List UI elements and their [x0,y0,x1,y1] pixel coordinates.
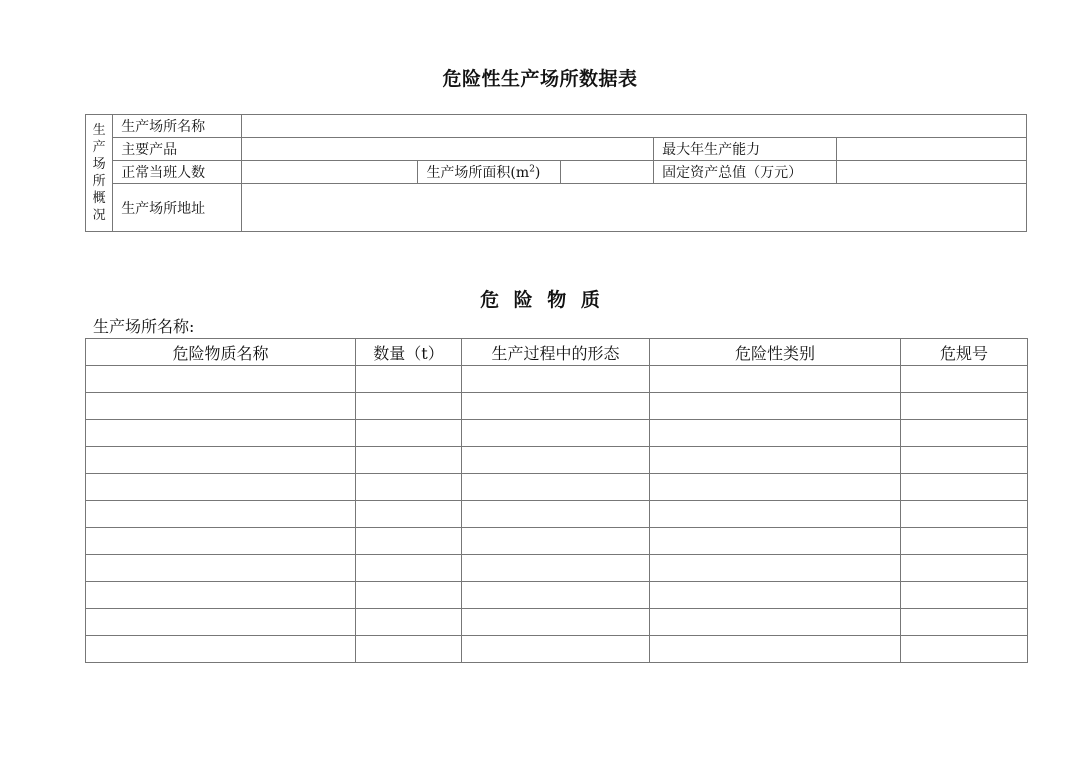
table-cell[interactable] [356,582,462,609]
table-cell[interactable] [901,366,1028,393]
table-cell[interactable] [462,609,650,636]
table-cell[interactable] [901,555,1028,582]
header-quantity: 数量（t） [356,339,462,366]
table-cell[interactable] [86,474,356,501]
table-cell[interactable] [86,420,356,447]
table-cell[interactable] [86,501,356,528]
table-cell[interactable] [86,393,356,420]
table-cell[interactable] [462,393,650,420]
table-cell[interactable] [86,582,356,609]
max-capacity-label: 最大年生产能力 [654,138,836,161]
substances-table [85,338,1028,663]
address-label: 生产场所地址 [113,184,242,232]
table-cell[interactable] [86,366,356,393]
main-product-field[interactable] [242,138,654,161]
table-row [86,366,1028,393]
table-cell[interactable] [650,366,901,393]
table-row [86,474,1028,501]
table-cell[interactable] [650,393,901,420]
table-row [86,447,1028,474]
substances-place-label: 生产场所名称: [93,317,195,336]
table-cell[interactable] [462,474,650,501]
table-cell[interactable] [462,636,650,663]
fixed-assets-field[interactable] [836,161,1026,184]
fixed-assets-label: 固定资产总值（万元） [654,161,836,184]
table-row [86,555,1028,582]
table-cell[interactable] [86,609,356,636]
table-row [86,528,1028,555]
place-name-field[interactable] [242,115,1027,138]
table-cell[interactable] [901,528,1028,555]
table-cell[interactable] [901,447,1028,474]
table-cell[interactable] [356,609,462,636]
table-row [86,420,1028,447]
staff-per-shift-label: 正常当班人数 [113,161,242,184]
table-cell[interactable] [901,582,1028,609]
table-cell[interactable] [356,420,462,447]
table-cell[interactable] [650,555,901,582]
table-cell[interactable] [462,447,650,474]
table-cell[interactable] [901,393,1028,420]
table-cell[interactable] [356,555,462,582]
table-cell[interactable] [356,636,462,663]
table-cell[interactable] [356,447,462,474]
table-cell[interactable] [356,528,462,555]
staff-per-shift-field[interactable] [242,161,418,184]
header-hazard-class: 危险性类别 [650,339,901,366]
place-name-label: 生产场所名称 [113,115,242,138]
table-cell[interactable] [462,555,650,582]
table-cell[interactable] [86,555,356,582]
site-overview-table [85,114,1027,232]
table-cell[interactable] [650,528,901,555]
table-cell[interactable] [86,447,356,474]
table-cell[interactable] [356,501,462,528]
max-capacity-field[interactable] [836,138,1026,161]
table-cell[interactable] [462,528,650,555]
table-row [86,636,1028,663]
table-row [86,582,1028,609]
address-field[interactable] [242,184,1027,232]
table-cell[interactable] [86,528,356,555]
substances-title: 危 险 物 质 [480,289,600,311]
header-substance-name: 危险物质名称 [86,339,356,366]
table-cell[interactable] [901,609,1028,636]
area-field[interactable] [561,161,654,184]
table-cell[interactable] [650,501,901,528]
table-row [86,609,1028,636]
table-cell[interactable] [901,636,1028,663]
table-row [86,501,1028,528]
table-cell[interactable] [650,582,901,609]
table-cell[interactable] [356,393,462,420]
header-form-in-process: 生产过程中的形态 [462,339,650,366]
main-product-label: 主要产品 [113,138,242,161]
table-cell[interactable] [901,501,1028,528]
form-title: 危险性生产场所数据表 [442,68,638,90]
table-cell[interactable] [650,474,901,501]
table-cell[interactable] [462,582,650,609]
table-cell[interactable] [901,420,1028,447]
table-cell[interactable] [901,474,1028,501]
site-overview-side-label: 生 产 场 所 概 况 [86,115,113,232]
table-cell[interactable] [650,447,901,474]
table-row [86,393,1028,420]
table-cell[interactable] [650,420,901,447]
table-cell[interactable] [462,420,650,447]
table-cell[interactable] [650,636,901,663]
table-cell[interactable] [356,366,462,393]
area-label: 生产场所面积$(m^2)$ [418,161,561,184]
table-cell[interactable] [462,501,650,528]
table-cell[interactable] [650,609,901,636]
table-cell[interactable] [462,366,650,393]
table-cell[interactable] [356,474,462,501]
table-cell[interactable] [86,636,356,663]
header-hazard-code: 危规号 [901,339,1028,366]
